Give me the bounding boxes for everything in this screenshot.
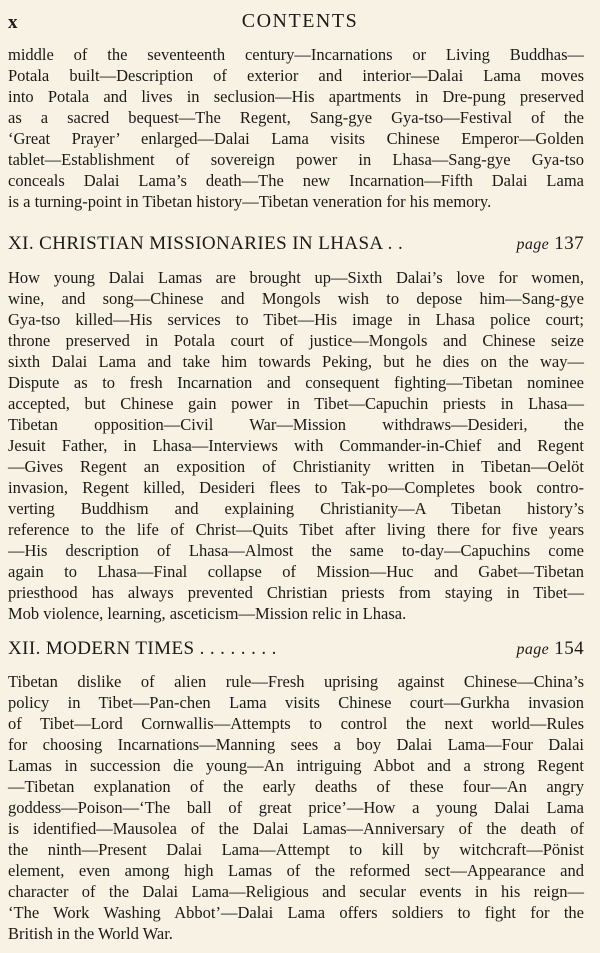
- running-head: [0, 10, 600, 36]
- summary-line: Tibetan dislike of alien rule—Fresh uprising against Chinese—China’s: [8, 672, 584, 691]
- summary-line: conceals Dalai Lama’s death—The new Incarnation—Fifth Dalai Lama: [8, 171, 584, 190]
- chapter-summary-xi: [8, 267, 584, 624]
- summary-line: Dispute as to fresh Incarnation and consequent fighting—Tibetan nominee: [8, 373, 584, 392]
- summary-line: Gya-tso killed—His services to Tibet—His image in Lhasa police court;: [8, 310, 584, 329]
- summary-line: How young Dalai Lamas are brought up—Sixth Dalai’s love for women,: [8, 268, 584, 287]
- summary-line: sixth Dalai Lama and take him towards Peking, but he dies on the way—: [8, 352, 584, 371]
- running-head-title: CONTENTS: [241, 10, 359, 32]
- summary-line: for choosing Incarnations—Manning sees a boy Dalai Lama—Four Dalai: [8, 735, 584, 754]
- summary-line: as a sacred bequest—The Regent, Sang-gye Gya-tso—Festival of the: [8, 108, 584, 127]
- summary-line: is identified—Mausolea of the Dalai Lamas—Anniversary of the death of: [8, 819, 584, 838]
- summary-line: Lamas in succession die young—An intriguing Abbot and a strong Regent: [8, 756, 584, 775]
- summary-line: of Tibet—Lord Cornwallis—Attempts to control the next world—Rules: [8, 714, 584, 733]
- chapter-page-ref: [516, 638, 584, 660]
- chapter-title: XII. MODERN TIMES: [8, 638, 195, 659]
- summary-line: British in the World War.: [8, 924, 173, 943]
- page-number: 154: [554, 638, 584, 659]
- summary-line: ‘The Work Washing Abbot’—Dalai Lama offers soldiers to fight for the: [8, 903, 584, 922]
- chapter-title: XI. CHRISTIAN MISSIONARIES IN LHASA: [8, 233, 383, 254]
- summary-line: the ninth—Present Dalai Lama—Attempt to kill by witchcraft—Pönist: [8, 840, 584, 859]
- summary-line: —Gives Regent an exposition of Christianity written in Tibetan—Oelöt: [8, 457, 584, 476]
- summary-line: Jesuit Father, in Lhasa—Interviews with Commander-in-Chief and Regent: [8, 436, 584, 455]
- summary-line: middle of the seventeenth century—Incarnations or Living Buddhas—: [8, 45, 584, 64]
- leader-dots: . . . . . . . .: [199, 638, 277, 659]
- page-folio: x: [8, 12, 18, 33]
- summary-line: invasion, Regent killed, Desideri flees to Tak-po—Completes book contro-: [8, 478, 584, 497]
- summary-line: throne preserved in Potala court of justice—Mongols and Chinese seize: [8, 331, 584, 350]
- summary-line: is a turning-point in Tibetan history—Tibetan veneration for his memory.: [8, 192, 492, 211]
- summary-line: —Tibetan explanation of the early deaths of these four—An angry: [8, 777, 584, 796]
- summary-line: again to Lhasa—Final collapse of Mission—Huc and Gabet—Tibetan: [8, 562, 584, 581]
- summary-line: Potala built—Description of exterior and interior—Dalai Lama moves: [8, 66, 584, 85]
- summary-line: into Potala and lives in seclusion—His apartments in Dre-pung preserved: [8, 87, 584, 106]
- page-word: page: [516, 641, 550, 658]
- summary-line: ‘Great Prayer’ enlarged—Dalai Lama visits Chinese Emperor—Golden: [8, 129, 584, 148]
- summary-line: tablet—Establishment of sovereign power in Lhasa—Sang-gye Gya-tso: [8, 150, 584, 169]
- summary-line: priesthood has always prevented Christian priests from staying in Tibet—: [8, 583, 584, 602]
- summary-line: accepted, but Chinese gain power in Tibet—Capuchin priests in Lhasa—: [8, 394, 584, 413]
- chapter-heading-xii: [8, 638, 584, 664]
- summary-line: wine, and song—Chinese and Mongols wish to depose him—Sang-gye: [8, 289, 584, 308]
- summary-line: Mob violence, learning, asceticism—Mission relic in Lhasa.: [8, 604, 407, 623]
- summary-line: goddess—Poison—‘The ball of great price’—How a young Dalai Lama: [8, 798, 584, 817]
- chapter-page-ref: [516, 233, 584, 255]
- chapter-summary-xii: [8, 671, 584, 944]
- leader-dots: . .: [387, 233, 404, 254]
- summary-line: policy in Tibet—Pan-chen Lama visits Chinese court—Gurkha invasion: [8, 693, 584, 712]
- page-number: 137: [554, 233, 584, 254]
- chapter-heading-xi: [8, 233, 584, 259]
- summary-line: verting Buddhism and explaining Christianity—A Tibetan history’s: [8, 499, 584, 518]
- page-word: page: [516, 236, 550, 253]
- summary-line: element, even among high Lamas of the reformed sect—Appearance and: [8, 861, 584, 880]
- summary-line: —His description of Lhasa—Almost the same to-day—Capuchins come: [8, 541, 584, 560]
- summary-line: Tibetan opposition—Civil War—Mission withdraws—Desideri, the: [8, 415, 584, 434]
- summary-line: reference to the life of Christ—Quits Tibet after living there for five years: [8, 520, 584, 539]
- summary-line: character of the Dalai Lama—Religious and secular events in his reign—: [8, 882, 584, 901]
- section-summary-continued: [8, 44, 584, 212]
